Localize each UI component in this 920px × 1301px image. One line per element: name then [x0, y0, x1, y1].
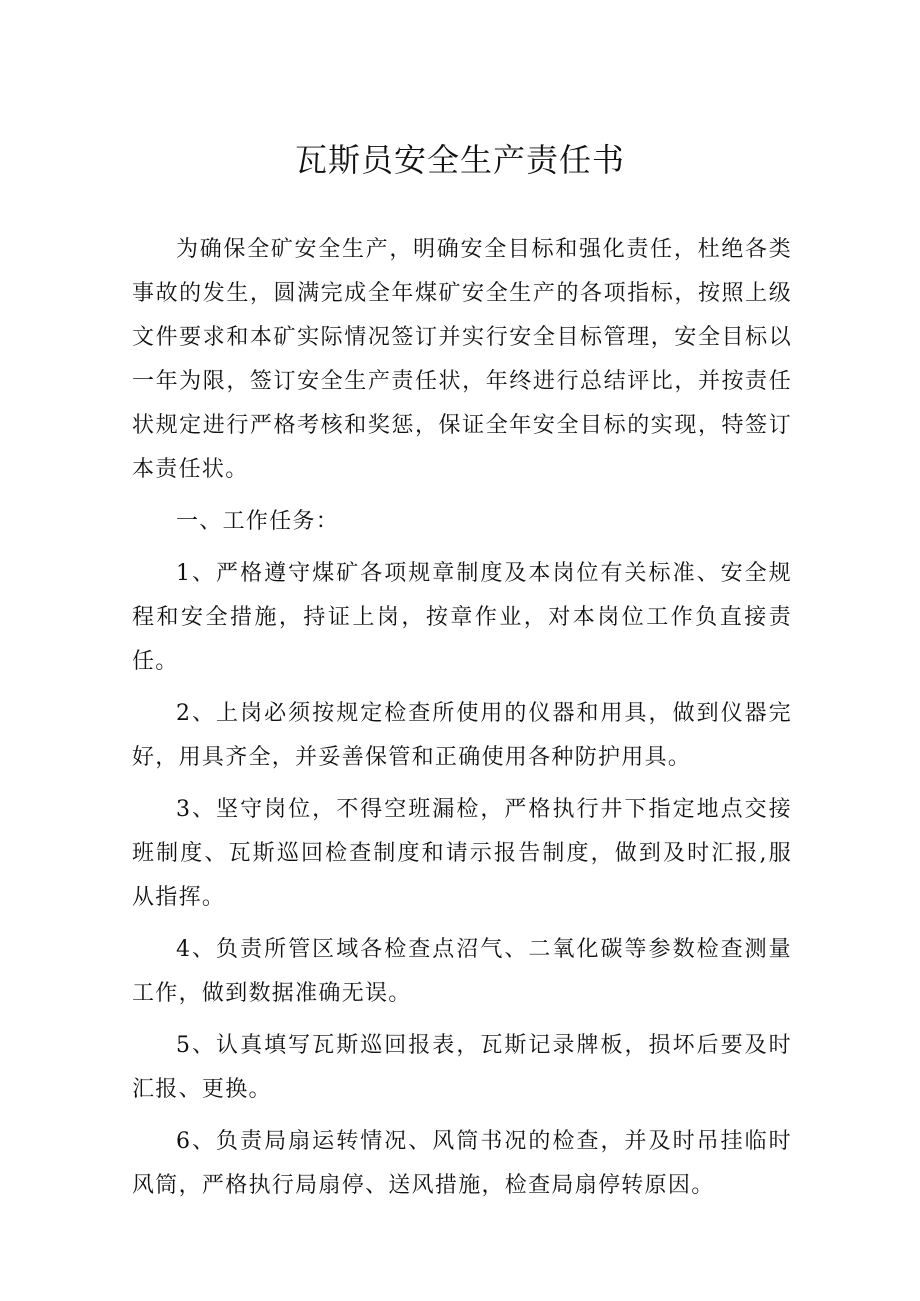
task-item-5: 5、认真填写瓦斯巡回报表，瓦斯记录牌板，损坏后要及时汇报、更换。 — [132, 1033, 792, 1102]
task-item-2: 2、上岗必须按规定检查所使用的仪器和用具，做到仪器完好，用具齐全，并妥善保管和正确使用各种防护用具。 — [132, 701, 792, 770]
task-item-3: 3、坚守岗位，不得空班漏检，严格执行井下指定地点交接班制度、瓦斯巡回检查制度和请示报告制度，做到及时汇报,服从指挥。 — [132, 797, 792, 910]
document-body — [132, 228, 792, 1208]
task-item-4: 4、负责所管区域各检查点沼气、二氧化碳等参数检查测量工作，做到数据准确无误。 — [132, 937, 792, 1006]
document-title: 瓦斯员安全生产责任书 — [294, 141, 625, 179]
section-heading-tasks: 一、工作任务： — [176, 509, 340, 534]
task-item-1: 1、严格遵守煤矿各项规章制度及本岗位有关标准、安全规程和安全措施，持证上岗，按章作业，对本岗位工作负直接责任。 — [132, 561, 792, 674]
intro-paragraph: 为确保全矿安全生产，明确安全目标和强化责任，杜绝各类事故的发生，圆满完成全年煤矿安全生产的各项指标，按照上级文件要求和本矿实际情况签订并实行安全目标管理，安全目标以一年为限，签订安全生产责任状，年终进行总结评比，并按责任状规定进行严格考核和奖惩，保证全年安全目标的实现，特签订本责任状。 — [132, 237, 792, 482]
task-item-6: 6、负责局扇运转情况、风筒书况的检查，并及时吊挂临时风筒，严格执行局扇停、送风措施，检查局扇停转原因。 — [132, 1129, 792, 1198]
